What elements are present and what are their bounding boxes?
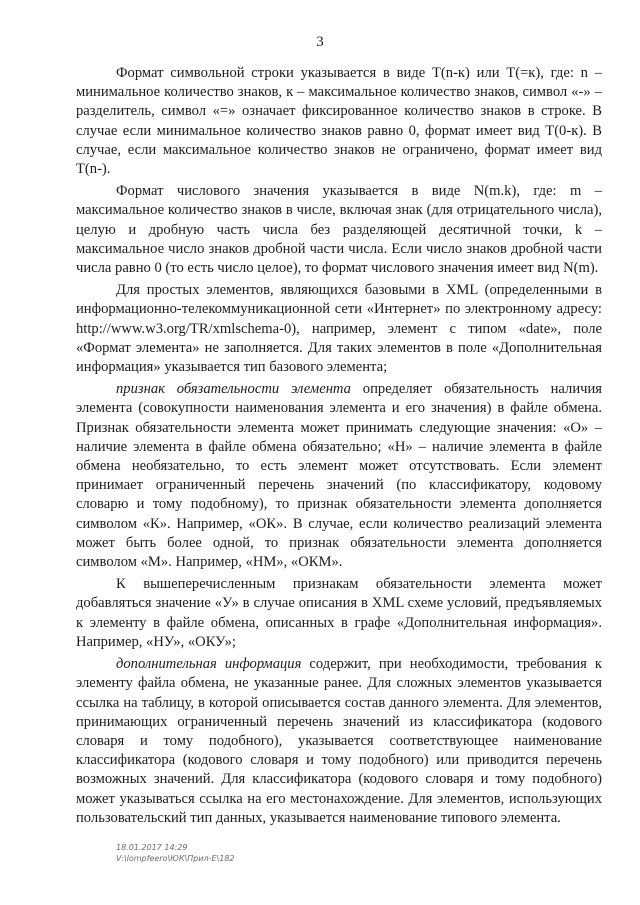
footer-file-path: V:\lompfeero\ЮК\Прил-Е\182 bbox=[116, 854, 235, 863]
footer-timestamp: 18.01.2017 14:29 bbox=[116, 843, 188, 852]
term-obligatory-sign: признак обязательности элемента bbox=[116, 381, 351, 398]
term-additional-info: дополнительная информация bbox=[116, 656, 302, 673]
paragraph-additional-info bbox=[76, 655, 602, 828]
paragraph-text-format: Формат символьной строки указывается в виде T(n-к) или T(=к), где: n – минимальное количество знаков, к – максимальное количество знаков, символ «-» – разделитель, символ «=» означает фиксированное количество знаков в строке. В случае если минимальное количество знаков равно 0, формат имеет вид T(0-к). В случае, если максимальное количество знаков не ограничено, формат имеет вид T(n-). bbox=[76, 65, 602, 178]
paragraph-extra-values: К вышеперечисленным признакам обязательности элемента может добавляться значение «У» в случае описания в XML схеме условий, предъявляемых к элементу в файле обмена, описанных в графе «Дополнительная информация». Например, «НУ», «ОКУ»; bbox=[76, 576, 602, 650]
page-number: 3 bbox=[316, 34, 324, 50]
paragraph-obligatory-sign-text: определяет обязательность наличия элемента (совокупности наименования элемента и его значения) в файле обмена. Признак обязательности элемента может принимать следующие значения: «О» – наличие элемента в файле обмена обязательно; «Н» – наличие элемента в файле обмена необязательно, то есть элемент может отсутствовать. Если элемент принимает ограниченный перечень значений (по классификатору, кодовому словарю и тому подобному), то признак обязательности элемента дополняется символом «К». Например, «ОК». В случае, если количество реализаций элемента может быть более одной, то признак обязательности элемента дополняется символом «М». Например, «НМ», «ОКМ». bbox=[76, 381, 602, 571]
paragraph-simple-elements: Для простых элементов, являющихся базовыми в XML (определенными в информационно-телекоммуникационной сети «Интернет» по электронному адресу: http://www.w3.org/TR/xmlschema-0), например, элемент с типом «date», поле «Формат элемента» не заполняется. Для таких элементов в поле «Дополнительная информация» указывается тип базового элемента; bbox=[76, 282, 602, 376]
paragraph-additional-info-text: содержит, при необходимости, требования к элементу файла обмена, не указанные ранее. Для сложных элементов указывается ссылка на таблицу, в которой описывается состав данного элемента. Для элементов, принимающих ограниченный перечень значений из классификатора (кодового словаря и тому подобного), указывается соответствующее наименование классификатора (кодового словаря и тому подобного) или приводится перечень возможных значений. Для классификатора (кодового словаря и тому подобного) может указываться ссылка на его местонахождение. Для элементов, использующих пользовательский тип данных, указывается наименование типового элемента. bbox=[76, 656, 603, 826]
footer-stamp bbox=[116, 842, 235, 864]
paragraph-obligatory-sign bbox=[76, 380, 602, 572]
paragraph-number-format: Формат числового значения указывается в виде N(m.k), где: m – максимальное количество знаков в числе, включая знак (для отрицательного числа), целую и дробную часть числа без разделяющей десятичной точки, k – максимальное число знаков дробной части числа. Если число знаков дробной части числа равно 0 (то есть число целое), то формат числового значения имеет вид N(m). bbox=[76, 183, 602, 277]
document-body bbox=[76, 64, 602, 831]
